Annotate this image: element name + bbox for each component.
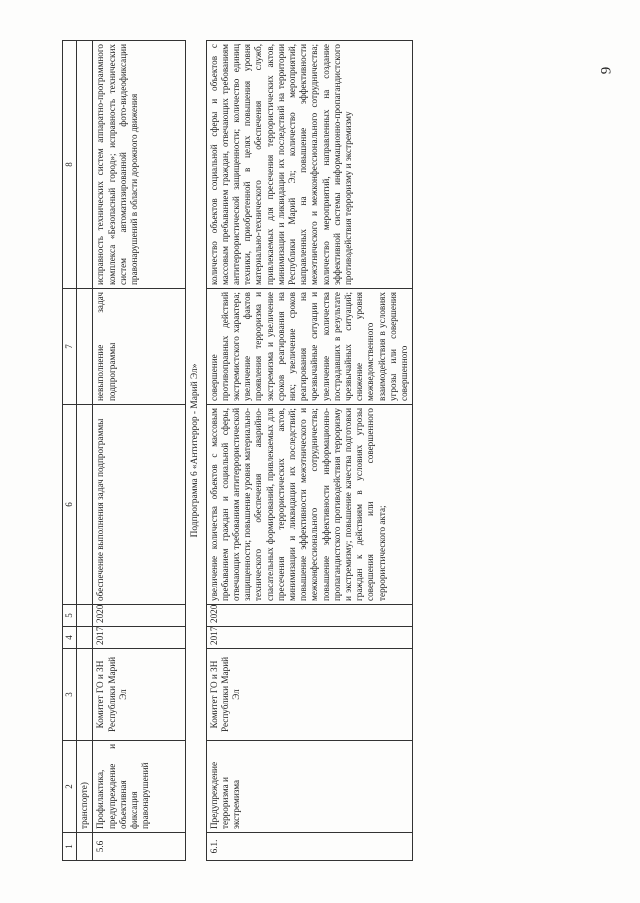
row-number: 6.1.	[206, 833, 413, 861]
table-row-6-1	[206, 41, 413, 861]
measure-name: Предупреждение терроризма и экстремизма	[206, 741, 413, 833]
row-number: 5.6	[93, 833, 186, 861]
start-year: 2017	[206, 627, 413, 649]
end-year: 2020	[93, 605, 186, 627]
subprogram-title: Подпрограмма 6 «Антитеррор - Марий Эл»	[186, 41, 206, 861]
expected-result: увеличение количества объектов с массовым пребыванием граждан и социальной сферы, отвечающих требованиям антитеррористической защищенности; повышение уровня материально-технического обеспечения аварийно-спасательных формирований, привлекаемых для пресечения террористических актов, минимизации и ликвидации их последствий; повышение эффективности межэтнического и межконфессионального сотрудничества; повышение эффективности информационно-пропагандистского противодействия терроризму и экстремизму; повышение качества подготовки граждан к действиям в условиях угрозы совершения или совершенного террористического акта;	[206, 405, 413, 605]
executor: Комитет ГО и ЗН Республики Марий Эл	[206, 649, 413, 741]
subprogram-header-row	[186, 41, 206, 861]
executor: Комитет ГО и ЗН Республики Марий Эл	[93, 649, 186, 741]
col-header-1: 1	[63, 833, 77, 861]
indicator-link: количество объектов социальной сферы и объектов с массовым пребыванием граждан, отвечающих требованиям антитеррористической защищенности; количество единиц техники, приобретенной в целях повышения уровня материально-технического обеспечения служб, привлекаемых для пресечения террористических актов, минимизации и ликвидации их последствий на территории Республики Марий Эл; количество мероприятий, направленных на повышение эффективности межэтнического и межконфессионального сотрудничества; количество мероприятий, направленных на создание эффективной системы информационно-пропагандистского противодействия терроризму и экстремизму	[206, 41, 413, 289]
col-header-7: 7	[63, 289, 77, 405]
end-year: 2020	[206, 605, 413, 627]
start-year: 2017	[93, 627, 186, 649]
col-header-6: 6	[63, 405, 77, 605]
page-number: 9	[598, 66, 615, 75]
continuation-text: транспорте)	[77, 741, 93, 833]
col-header-5: 5	[63, 605, 77, 627]
non-implementation-consequence: невыполнение задач подпрограммы	[93, 289, 186, 405]
continuation-row	[77, 41, 93, 861]
measures-table	[62, 40, 413, 861]
col-header-2: 2	[63, 741, 77, 833]
measure-name: Профилактика, предупреждение и объективная фиксация правонарушений	[93, 741, 186, 833]
indicator-link: исправность технических систем аппаратно-программного комплекса «Безопасный город»; исправность технических систем автоматизированной фото-видеофиксации правонарушений в области дорожного движения	[93, 41, 186, 289]
col-header-3: 3	[63, 649, 77, 741]
rotated-table-sheet	[62, 41, 582, 861]
table-row-5-6	[93, 41, 186, 861]
col-header-8: 8	[63, 41, 77, 289]
column-number-row	[63, 41, 77, 861]
col-header-4: 4	[63, 627, 77, 649]
non-implementation-consequence: совершение противоправных действий экстремистского характера; увеличение фактов проявления терроризма и экстремизма и увеличение сроков реагирования на них; увеличение сроков реагирования на чрезвычайные ситуации и увеличение количества пострадавших в результате чрезвычайных ситуаций; снижение уровня межведомственного взаимодействия в условиях угрозы или совершения совершенного	[206, 289, 413, 405]
expected-result: обеспечение выполнения задач подпрограммы	[93, 405, 186, 605]
